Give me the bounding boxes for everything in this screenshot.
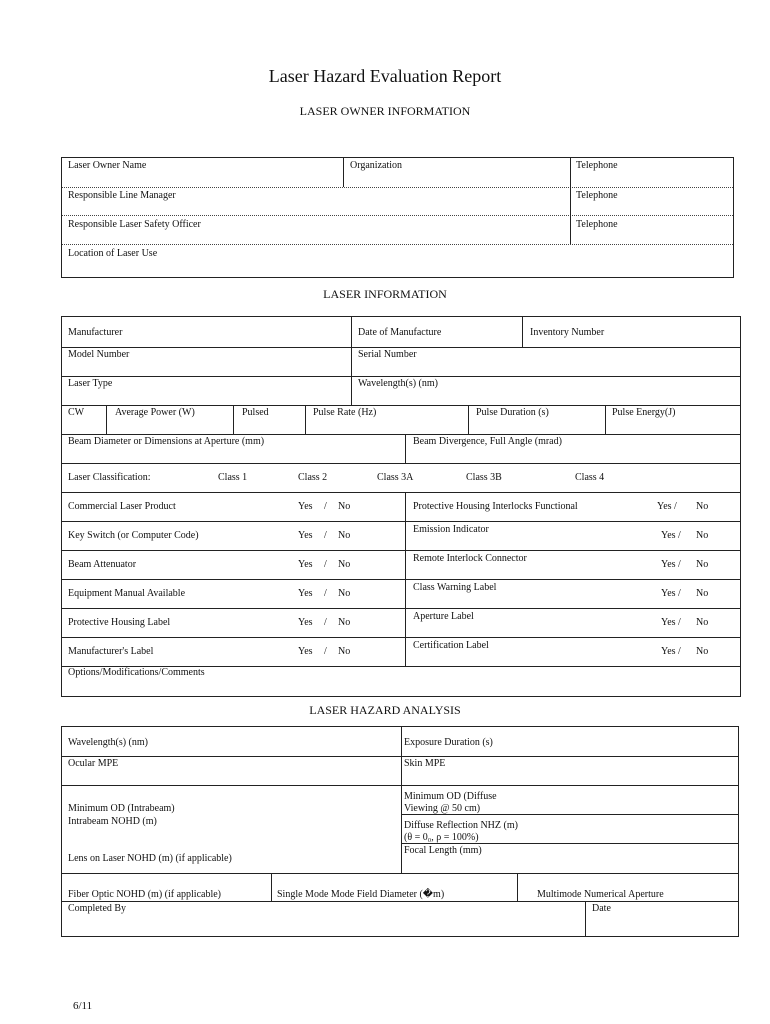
intrabeam-nohd-field[interactable]: Intrabeam NOHD (m) (68, 816, 157, 827)
remote-interlock-label: Remote Interlock Connector (413, 553, 527, 564)
hazard-section-heading: LASER HAZARD ANALYSIS (309, 703, 461, 717)
pulse-rate-field[interactable]: Pulse Rate (Hz) (313, 407, 377, 418)
average-power-field[interactable]: Average Power (W) (115, 407, 195, 418)
class-3a-option[interactable]: Class 3A (377, 472, 414, 483)
manufacturers-label-label: Manufacturer's Label (68, 646, 154, 657)
ocular-mpe-field[interactable]: Ocular MPE (68, 758, 119, 769)
row-divider (62, 434, 740, 435)
location-field[interactable]: Location of Laser Use (68, 248, 158, 259)
col-divider (305, 405, 306, 434)
row-divider (62, 347, 740, 348)
yes-option[interactable]: Yes (298, 617, 313, 628)
col-divider (343, 158, 344, 187)
cw-field[interactable]: CW (68, 407, 85, 418)
yes-option[interactable]: Yes / (657, 501, 677, 512)
focal-length-field[interactable]: Focal Length (mm) (404, 845, 482, 856)
no-option[interactable]: No (338, 559, 351, 570)
col-divider (605, 405, 606, 434)
laser-info-table (61, 316, 741, 697)
no-option[interactable]: No (338, 588, 351, 599)
row-divider (62, 215, 733, 216)
aperture-label-label: Aperture Label (413, 611, 474, 622)
inventory-number-field[interactable]: Inventory Number (530, 327, 605, 338)
col-divider (570, 158, 571, 244)
hazard-wavelengths-field[interactable]: Wavelength(s) (nm) (68, 737, 148, 748)
row-divider (62, 637, 740, 638)
comments-field[interactable]: Options/Modifications/Comments (68, 667, 205, 678)
col-divider (585, 901, 586, 936)
row-divider (62, 244, 733, 245)
diffuse-nhz-field-line-2: (θ = 0₀, ρ = 100%) (404, 832, 479, 843)
separator: / (324, 530, 327, 541)
min-od-intrabeam-field[interactable]: Minimum OD (Intrabeam) (68, 803, 175, 814)
separator: / (324, 617, 327, 628)
key-switch-label: Key Switch (or Computer Code) (68, 530, 199, 541)
row-divider (62, 405, 740, 406)
col-divider (522, 317, 523, 347)
yes-option[interactable]: Yes (298, 588, 313, 599)
wavelengths-field[interactable]: Wavelength(s) (nm) (358, 378, 438, 389)
col-divider (401, 727, 402, 873)
manager-telephone-field[interactable]: Telephone (576, 190, 618, 201)
lso-telephone-field[interactable]: Telephone (576, 219, 618, 230)
hazard-analysis-table (61, 726, 739, 937)
class-4-option[interactable]: Class 4 (575, 472, 605, 483)
owner-section-heading: LASER OWNER INFORMATION (299, 104, 471, 118)
row-divider (62, 901, 738, 902)
organization-field[interactable]: Organization (350, 160, 403, 171)
col-divider (405, 434, 406, 463)
owner-info-table (61, 157, 734, 278)
exposure-duration-field[interactable]: Exposure Duration (s) (404, 737, 493, 748)
no-option[interactable]: No (696, 530, 709, 541)
model-number-field[interactable]: Model Number (68, 349, 130, 360)
yes-option[interactable]: Yes / (661, 530, 681, 541)
yes-option[interactable]: Yes (298, 559, 313, 570)
pulse-duration-field[interactable]: Pulse Duration (s) (476, 407, 549, 418)
diffuse-nhz-field[interactable]: Diffuse Reflection NHZ (m) (404, 820, 518, 831)
row-divider (62, 756, 738, 757)
class-1-option[interactable]: Class 1 (218, 472, 248, 483)
no-option[interactable]: No (696, 501, 709, 512)
row-divider (62, 873, 738, 874)
class-3b-option[interactable]: Class 3B (466, 472, 502, 483)
no-option[interactable]: No (696, 646, 709, 657)
multimode-field[interactable]: Multimode Numerical Aperture (537, 889, 664, 900)
classification-label: Laser Classification: (68, 472, 151, 483)
yes-option[interactable]: Yes / (661, 646, 681, 657)
protective-housing-label-label: Protective Housing Label (68, 617, 171, 628)
beam-diameter-field[interactable]: Beam Diameter or Dimensions at Aperture (mm) (68, 436, 265, 447)
no-option[interactable]: No (338, 646, 351, 657)
separator: / (324, 646, 327, 657)
no-option[interactable]: No (696, 588, 709, 599)
row-divider (62, 376, 740, 377)
serial-number-field[interactable]: Serial Number (358, 349, 417, 360)
commercial-laser-product-label: Commercial Laser Product (68, 501, 176, 512)
line-manager-field[interactable]: Responsible Line Manager (68, 190, 176, 201)
col-divider (271, 873, 272, 901)
class-2-option[interactable]: Class 2 (298, 472, 328, 483)
no-option[interactable]: No (696, 617, 709, 628)
yes-option[interactable]: Yes / (661, 588, 681, 599)
no-option[interactable]: No (338, 617, 351, 628)
revision-date: 6/11 (73, 1000, 93, 1012)
report-title: Laser Hazard Evaluation Report (268, 66, 502, 86)
yes-option[interactable]: Yes / (661, 559, 681, 570)
yes-option[interactable]: Yes (298, 530, 313, 541)
yes-option[interactable]: Yes (298, 646, 313, 657)
row-divider (62, 579, 740, 580)
beam-attenuator-label: Beam Attenuator (68, 559, 137, 570)
row-divider (62, 550, 740, 551)
col-divider (351, 317, 352, 405)
housing-interlocks-label: Protective Housing Interlocks Functional (413, 501, 578, 512)
min-od-diffuse-field[interactable]: Minimum OD (Diffuse (404, 791, 497, 802)
owner-telephone-field[interactable]: Telephone (576, 160, 618, 171)
equipment-manual-label: Equipment Manual Available (68, 588, 186, 599)
lens-nohd-field[interactable]: Lens on Laser NOHD (m) (if applicable) (68, 853, 232, 864)
no-option[interactable]: No (696, 559, 709, 570)
yes-option[interactable]: Yes (298, 501, 313, 512)
manufacturer-field[interactable]: Manufacturer (68, 327, 123, 338)
class-warning-label-label: Class Warning Label (413, 582, 497, 593)
min-od-diffuse-field-line-2: Viewing @ 50 cm) (404, 803, 481, 814)
col-divider (468, 405, 469, 434)
certification-label-label: Certification Label (413, 640, 489, 651)
separator: / (324, 588, 327, 599)
yes-option[interactable]: Yes / (661, 617, 681, 628)
col-divider (233, 405, 234, 434)
col-divider (517, 873, 518, 901)
row-divider (62, 608, 740, 609)
pulse-energy-field[interactable]: Pulse Energy(J) (612, 407, 676, 418)
lso-field[interactable]: Responsible Laser Safety Officer (68, 219, 201, 230)
date-field[interactable]: Date (592, 903, 611, 914)
no-option[interactable]: No (338, 530, 351, 541)
row-divider (62, 492, 740, 493)
row-divider (62, 521, 740, 522)
separator: / (324, 559, 327, 570)
emission-indicator-label: Emission Indicator (413, 524, 489, 535)
date-of-manufacture-field[interactable]: Date of Manufacture (358, 327, 442, 338)
row-divider (62, 187, 733, 188)
col-divider (405, 492, 406, 666)
laser-section-heading: LASER INFORMATION (323, 287, 447, 301)
laser-type-field[interactable]: Laser Type (68, 378, 113, 389)
beam-divergence-field[interactable]: Beam Divergence, Full Angle (mrad) (413, 436, 562, 447)
single-mode-field[interactable]: Single Mode Mode Field Diameter (�m) (277, 889, 445, 900)
row-divider (62, 785, 738, 786)
col-divider (106, 405, 107, 434)
separator: / (324, 501, 327, 512)
no-option[interactable]: No (338, 501, 351, 512)
row-divider (62, 463, 740, 464)
fiber-nohd-field[interactable]: Fiber Optic NOHD (m) (if applicable) (68, 889, 222, 900)
skin-mpe-field[interactable]: Skin MPE (404, 758, 446, 769)
laser-owner-name-field[interactable]: Laser Owner Name (68, 160, 147, 171)
completed-by-field[interactable]: Completed By (68, 903, 127, 914)
pulsed-field[interactable]: Pulsed (242, 407, 269, 418)
